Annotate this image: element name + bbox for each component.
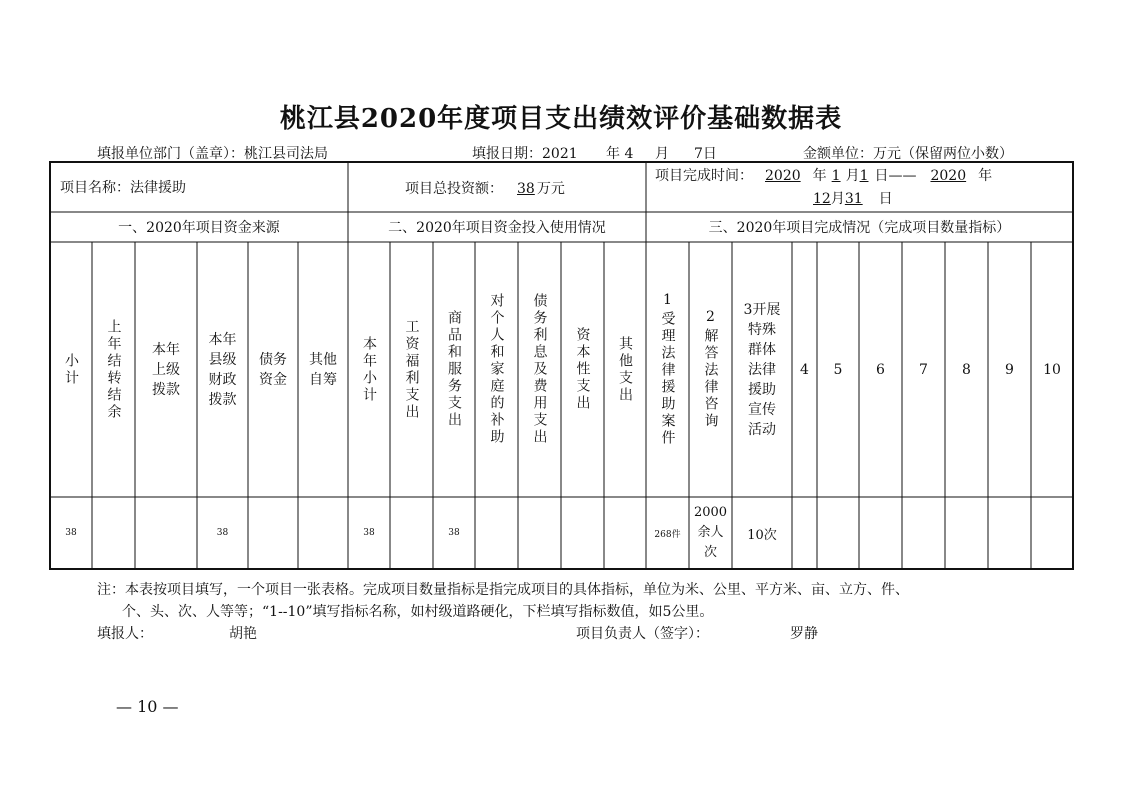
header-cell-17 <box>792 242 817 497</box>
header-cell-11 <box>518 242 561 497</box>
data-cell-17 <box>792 497 817 569</box>
header-cell-22 <box>988 242 1031 497</box>
header-cell-16 <box>732 242 792 497</box>
investment-value: 38 <box>517 181 535 197</box>
investment-label: 项目总投资额： <box>405 181 503 197</box>
data-cell-12 <box>561 497 604 569</box>
header-label-14: 1受理法律援助案件 <box>659 292 676 447</box>
data-cell-3 <box>135 497 197 569</box>
note-line-1: 注：本表按项目填写，一个项目一张表格。完成项目数量指标是指完成项目的具体指标，单位为米、公里、平方米、亩、立方、件、 <box>97 582 909 598</box>
header-cell-20 <box>902 242 945 497</box>
header-label-8: 工资福利支出 <box>403 318 420 421</box>
header-label-21: 8 <box>962 361 971 378</box>
data-cell-21 <box>945 497 988 569</box>
leader-label: 项目负责人（签字）： <box>576 626 709 642</box>
completion-time-line2 <box>813 191 893 208</box>
header-cell-6 <box>298 242 348 497</box>
header-label-16: 3开展 特殊 群体 法律 援助 宣传 活动 <box>743 301 781 438</box>
data-cell-13 <box>604 497 646 569</box>
header-cell-14 <box>646 242 689 497</box>
header-cell-1 <box>50 242 92 497</box>
data-cell-9 <box>433 497 475 569</box>
data-cell-20 <box>902 497 945 569</box>
data-value-14: 268件 <box>654 529 681 540</box>
header-cell-13 <box>604 242 646 497</box>
header-cell-12 <box>561 242 604 497</box>
data-cell-2 <box>92 497 135 569</box>
header-label-19: 6 <box>876 361 885 378</box>
data-cell-19 <box>859 497 902 569</box>
data-value-15: 2000 余人 次 <box>693 505 728 560</box>
header-cell-3 <box>135 242 197 497</box>
header-label-5: 债务 资金 <box>259 351 287 388</box>
start-day-dash: 日—— <box>874 168 917 184</box>
end-month-char: 月 <box>830 191 845 207</box>
header-label-15: 2解答法律咨询 <box>702 309 719 430</box>
data-cell-11 <box>518 497 561 569</box>
note-line-2: 个、头、次、人等等；“1--10”填写指标名称，如村级道路硬化，下栏填写指标数值，如5公里。 <box>122 604 714 620</box>
data-cell-15 <box>689 497 732 569</box>
end-year-char: 年 <box>978 168 993 184</box>
start-day: 1 <box>859 168 869 184</box>
start-month-char: 月 <box>845 168 860 184</box>
data-value-16: 10次 <box>747 527 777 543</box>
header-label-7: 本年小计 <box>361 335 377 404</box>
end-day-char: 日 <box>878 191 893 207</box>
report-date-label: 填报日期：2021 <box>472 146 578 162</box>
data-cell-16 <box>732 497 792 569</box>
data-cell-22 <box>988 497 1031 569</box>
header-cell-5 <box>248 242 298 497</box>
project-name: 项目名称：法律援助 <box>60 180 186 196</box>
page-title: 桃江县2020年度项目支出绩效评价基础数据表 <box>279 104 843 134</box>
completion-time-line1 <box>655 168 992 185</box>
header-label-18: 5 <box>833 361 843 378</box>
page-number: — 10 — <box>116 697 179 716</box>
header-label-13: 其他支出 <box>617 335 633 404</box>
end-year: 2020 <box>930 168 967 184</box>
header-label-4: 本年 县级 财政 拨款 <box>208 331 237 408</box>
data-cell-14 <box>646 497 689 569</box>
header-label-10: 对个人和家庭的补助 <box>488 293 505 446</box>
header-label-6: 其他 自筹 <box>309 351 337 388</box>
investment-unit: 万元 <box>536 181 565 197</box>
header-label-23: 10 <box>1043 361 1061 378</box>
reporting-unit: 填报单位部门（盖章）：桃江县司法局 <box>97 146 328 162</box>
leader-name: 罗静 <box>790 626 818 642</box>
completion-time-label: 项目完成时间： <box>655 168 753 184</box>
data-cell-23 <box>1031 497 1073 569</box>
header-label-9: 商品和服务支出 <box>446 310 462 429</box>
project-investment <box>405 181 565 198</box>
report-date-month: 月 <box>655 146 669 162</box>
header-label-3: 本年 上级 拨款 <box>152 341 180 398</box>
header-cell-23 <box>1031 242 1073 497</box>
data-value-7: 38 <box>363 528 375 538</box>
end-month: 12 <box>813 191 831 207</box>
header-cell-15 <box>689 242 732 497</box>
header-label-20: 7 <box>919 361 928 378</box>
data-cell-10 <box>475 497 518 569</box>
data-cell-6 <box>298 497 348 569</box>
header-cell-9 <box>433 242 475 497</box>
data-cell-4 <box>197 497 248 569</box>
end-day: 31 <box>844 191 863 207</box>
money-unit: 金额单位：万元（保留两位小数） <box>803 146 1013 162</box>
data-value-9: 38 <box>448 528 460 538</box>
data-cell-7 <box>348 497 390 569</box>
header-cell-19 <box>859 242 902 497</box>
header-cell-10 <box>475 242 518 497</box>
header-label-12: 资本性支出 <box>574 327 591 412</box>
data-cell-5 <box>248 497 298 569</box>
header-label-2: 上年结转结余 <box>105 318 122 421</box>
report-date-day: 7日 <box>694 146 717 162</box>
header-label-22: 9 <box>1005 361 1014 378</box>
start-year-char: 年 <box>812 168 827 184</box>
filler-name: 胡艳 <box>229 626 257 642</box>
filler-label: 填报人： <box>97 626 153 642</box>
data-cell-18 <box>817 497 859 569</box>
data-cell-8 <box>390 497 433 569</box>
header-cell-18 <box>817 242 859 497</box>
header-cell-21 <box>945 242 988 497</box>
data-cell-1 <box>50 497 92 569</box>
data-value-1: 38 <box>65 528 77 538</box>
data-value-4: 38 <box>216 528 229 538</box>
header-cell-4 <box>197 242 248 497</box>
header-cell-7 <box>348 242 390 497</box>
header-label-17: 4 <box>800 361 809 378</box>
section-funding-usage: 二、2020年项目资金投入使用情况 <box>388 220 606 236</box>
start-month: 1 <box>831 168 841 184</box>
header-cell-2 <box>92 242 135 497</box>
report-date-year-suffix: 年 4 <box>606 146 634 162</box>
section-completion: 三、2020年项目完成情况（完成项目数量指标） <box>708 220 1011 236</box>
start-year: 2020 <box>765 168 801 184</box>
header-label-11: 债务利息及费用支出 <box>531 293 548 446</box>
header-cell-8 <box>390 242 433 497</box>
section-funding-source: 一、2020年项目资金来源 <box>118 220 280 236</box>
header-label-1: 小计 <box>63 352 79 387</box>
